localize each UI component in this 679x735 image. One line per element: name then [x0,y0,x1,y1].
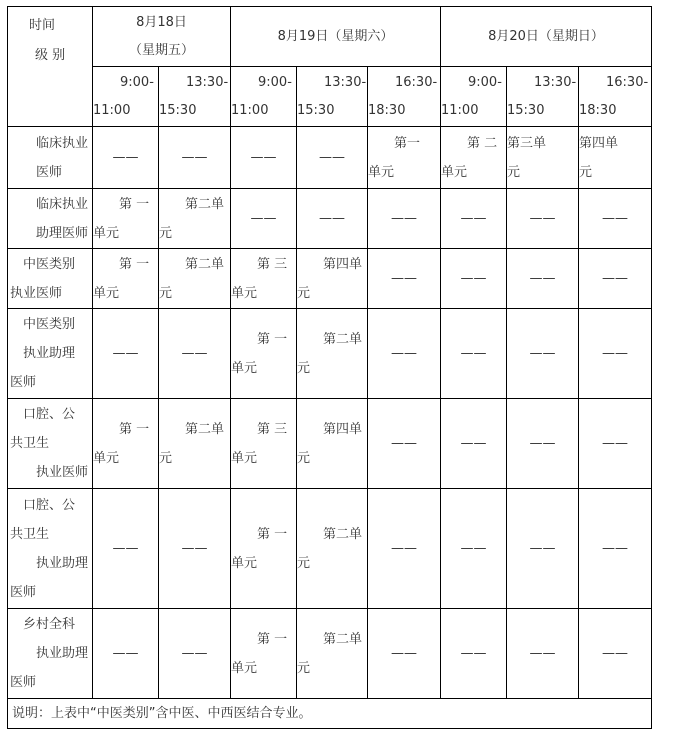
session-cell: —— [159,609,231,699]
session-cell: —— [368,609,441,699]
exam-schedule-table [7,6,652,729]
session-cell: —— [441,609,507,699]
table-row [8,127,652,189]
date-day2: 8月19日（星期六） [277,28,394,44]
session-cell: 第三单 元 [507,127,579,189]
session-cell: —— [507,249,579,309]
session-cell: 第 一 单元 [231,489,297,609]
time-slot-end: 11:00 [441,102,479,118]
date-day3: 8月20日（星期日） [488,28,604,44]
session-cell: —— [368,189,441,249]
time-slot-start: 16:30- [395,74,438,90]
session-cell: 第 一 单元 [231,309,297,399]
time-slot-end: 18:30 [579,102,617,118]
header-date-row [8,7,652,67]
time-slot-start: 9:00- [120,74,154,90]
time-slot-cell [159,67,231,127]
session-cell: —— [93,609,159,699]
session-cell: —— [579,189,652,249]
table-row [8,399,652,489]
table-row [8,189,652,249]
exam-level-label: 中医类别 执业医师 [8,249,93,309]
time-slot-cell [297,67,368,127]
session-cell: —— [507,609,579,699]
time-slot-end: 11:00 [93,102,131,118]
time-slot-cell [507,67,579,127]
time-slot-end: 15:30 [507,102,545,118]
session-cell: —— [159,489,231,609]
session-cell: 第四单 元 [579,127,652,189]
session-cell: —— [93,489,159,609]
exam-level-label: 口腔、公 共卫生 执业医师 [8,399,93,489]
time-slot-end: 18:30 [368,102,406,118]
time-slot-cell [579,67,652,127]
session-cell: 第 一 单元 [231,609,297,699]
session-cell: —— [579,609,652,699]
session-cell: —— [579,309,652,399]
table-footnote: 说明：上表中“中医类别”含中医、中西医结合专业。 [8,699,652,729]
session-cell: —— [159,309,231,399]
session-cell: —— [368,489,441,609]
level-label: 级 别 [35,48,66,63]
session-cell: —— [441,309,507,399]
header-corner-cell [8,7,93,127]
time-slot-cell [93,67,159,127]
session-cell: 第 一 单元 [93,189,159,249]
session-cell: —— [441,489,507,609]
session-cell: —— [368,249,441,309]
session-cell: 第一 单元 [368,127,441,189]
time-slot-cell [368,67,441,127]
session-cell: —— [93,309,159,399]
session-cell: 第 一 单元 [93,399,159,489]
time-slot-start: 9:00- [258,74,292,90]
time-slot-start: 13:30- [324,74,367,90]
session-cell: 第二单 元 [297,309,368,399]
session-cell: 第 三 单元 [231,399,297,489]
session-cell: —— [507,489,579,609]
time-slot-end: 15:30 [297,102,335,118]
exam-level-label: 乡村全科 执业助理 医师 [8,609,93,699]
session-cell: —— [507,399,579,489]
session-cell: —— [441,189,507,249]
table-row [8,309,652,399]
time-slot-cell [231,67,297,127]
session-cell: 第二单 元 [159,399,231,489]
session-cell: —— [297,127,368,189]
exam-level-label: 中医类别 执业助理 医师 [8,309,93,399]
exam-level-label: 临床执业 助理医师 [8,189,93,249]
session-cell: —— [507,189,579,249]
session-cell: —— [579,489,652,609]
date-day1: 8月18日 [136,14,187,30]
session-cell: —— [579,249,652,309]
session-cell: —— [579,399,652,489]
exam-level-label: 临床执业 医师 [8,127,93,189]
session-cell: —— [368,399,441,489]
time-slot-end: 15:30 [159,102,197,118]
session-cell: —— [441,249,507,309]
time-slot-start: 16:30- [606,74,649,90]
session-cell: 第四单 元 [297,399,368,489]
session-cell: 第二单 元 [159,249,231,309]
table-row [8,489,652,609]
date-header-day3 [441,7,652,67]
session-cell: 第 二 单元 [441,127,507,189]
table-row [8,249,652,309]
time-slot-cell [441,67,507,127]
session-cell: 第二单 元 [159,189,231,249]
session-cell: —— [368,309,441,399]
session-cell: 第四单 元 [297,249,368,309]
time-slot-end: 11:00 [231,102,269,118]
session-cell: —— [507,309,579,399]
note-row [8,699,652,729]
session-cell: —— [159,127,231,189]
header-time-row [8,67,652,127]
weekday-day1: （星期五） [128,42,194,58]
session-cell: 第 一 单元 [93,249,159,309]
date-header-day1 [93,7,231,67]
session-cell: 第 三 单元 [231,249,297,309]
time-label: 时间 [29,18,56,33]
session-cell: —— [297,189,368,249]
table-row [8,609,652,699]
session-cell: —— [231,127,297,189]
session-cell: 第二单 元 [297,609,368,699]
exam-level-label: 口腔、公 共卫生 执业助理 医师 [8,489,93,609]
session-cell: —— [93,127,159,189]
time-slot-start: 13:30- [534,74,577,90]
date-header-day2 [231,7,441,67]
time-slot-start: 9:00- [468,74,502,90]
session-cell: 第二单 元 [297,489,368,609]
time-slot-start: 13:30- [186,74,229,90]
session-cell: —— [231,189,297,249]
session-cell: —— [441,399,507,489]
